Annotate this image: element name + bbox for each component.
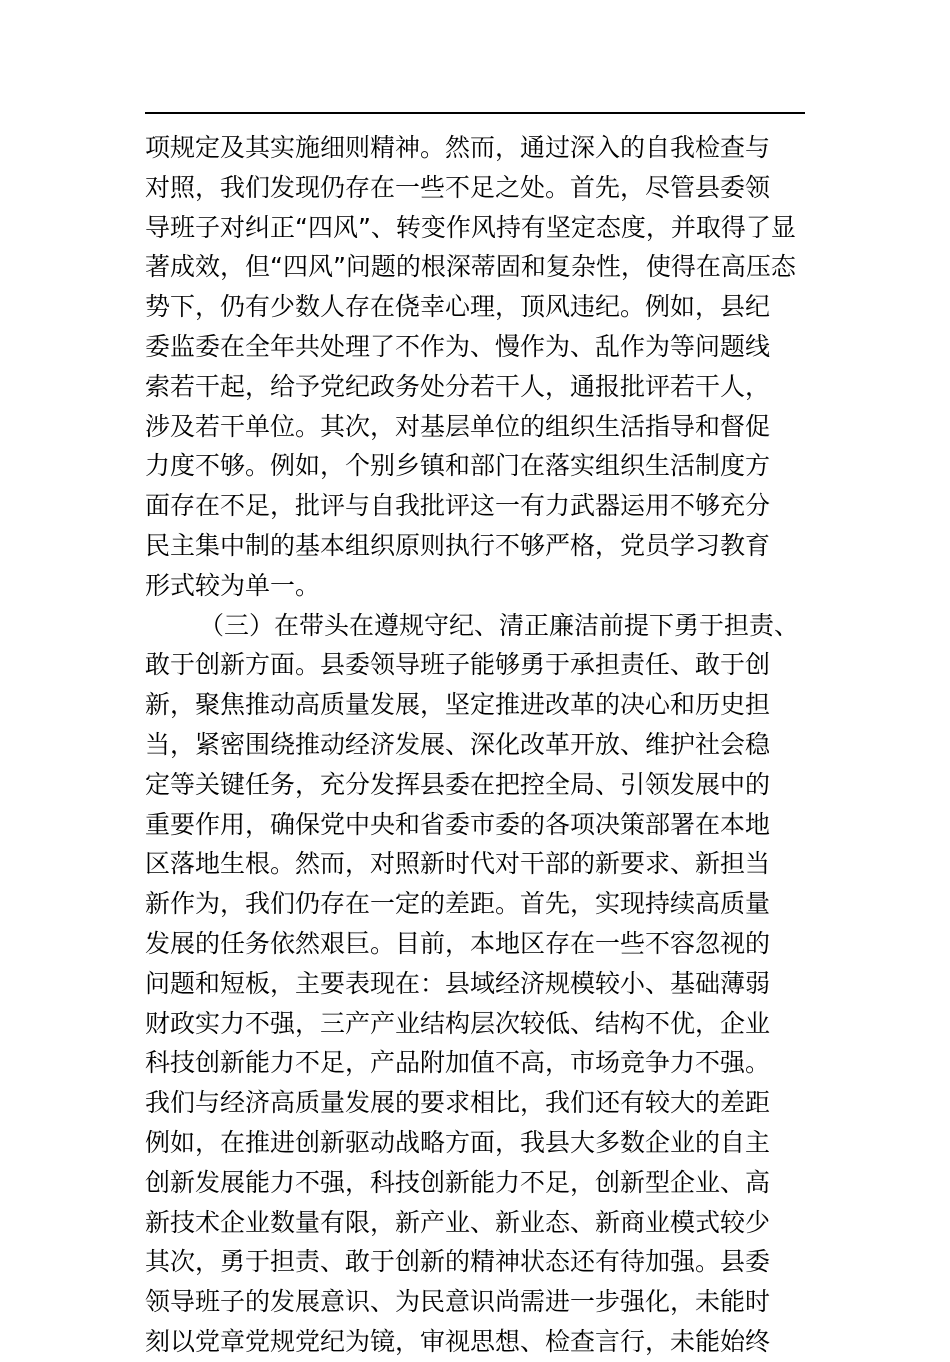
text-line: 力度不够。例如，个别乡镇和部门在落实组织生活制度方 <box>145 451 771 481</box>
text-line: 当，紧密围绕推动经济发展、深化改革开放、维护社会稳 <box>145 729 771 759</box>
section-heading-line: （三）在带头在遵规守纪、清正廉洁前提下勇于担责、 <box>199 610 800 640</box>
text-line: 导班子对纠正“四风”、转变作风持有坚定态度，并取得了显 <box>145 212 796 242</box>
text-line: 形式较为单一。 <box>145 570 321 600</box>
text-line: 财政实力不强，三产产业结构层次较低、结构不优，企业 <box>145 1008 771 1038</box>
text-line: 新，聚焦推动高质量发展，坚定推进改革的决心和历史担 <box>145 690 771 720</box>
text-line: 新作为，我们仍存在一定的差距。首先，实现持续高质量 <box>145 889 771 919</box>
text-line: 刻以党章党规党纪为镜，审视思想、检查言行，未能始终 <box>145 1326 771 1356</box>
text-line: 索若干起，给予党纪政务处分若干人，通报批评若干人， <box>145 371 771 401</box>
text-line: 面存在不足，批评与自我批评这一有力武器运用不够充分 <box>145 491 771 521</box>
text-line: 科技创新能力不足，产品附加值不高，市场竞争力不强。 <box>145 1048 771 1078</box>
text-line: 问题和短板，主要表现在：县域经济规模较小、基础薄弱 <box>145 968 771 998</box>
body-text <box>145 128 825 1362</box>
text-line: 对照，我们发现仍存在一些不足之处。首先，尽管县委领 <box>145 172 771 202</box>
text-line: 定等关键任务，充分发挥县委在把控全局、引领发展中的 <box>145 769 771 799</box>
text-line: 其次，勇于担责、敢于创新的精神状态还有待加强。县委 <box>145 1247 771 1277</box>
text-line: 我们与经济高质量发展的要求相比，我们还有较大的差距 <box>145 1088 771 1118</box>
text-line: 民主集中制的基本组织原则执行不够严格，党员学习教育 <box>145 530 771 560</box>
text-line: 涉及若干单位。其次，对基层单位的组织生活指导和督促 <box>145 411 771 441</box>
text-line: 著成效，但“四风”问题的根深蒂固和复杂性，使得在高压态 <box>145 252 796 282</box>
text-line: 新技术企业数量有限，新产业、新业态、新商业模式较少 <box>145 1207 771 1237</box>
text-line: 重要作用，确保党中央和省委市委的各项决策部署在本地 <box>145 809 771 839</box>
header-rule <box>145 112 805 114</box>
text-line: 领导班子的发展意识、为民意识尚需进一步强化，未能时 <box>145 1287 771 1317</box>
text-line: 委监委在全年共处理了不作为、慢作为、乱作为等问题线 <box>145 331 771 361</box>
text-line: 例如，在推进创新驱动战略方面，我县大多数企业的自主 <box>145 1127 771 1157</box>
text-line: 发展的任务依然艰巨。目前，本地区存在一些不容忽视的 <box>145 928 771 958</box>
text-line: 区落地生根。然而，对照新时代对干部的新要求、新担当 <box>145 849 771 879</box>
text-line: 项规定及其实施细则精神。然而，通过深入的自我检查与 <box>145 133 771 162</box>
text-line: 创新发展能力不强，科技创新能力不足，创新型企业、高 <box>145 1167 771 1197</box>
text-line: 敢于创新方面。县委领导班子能够勇于承担责任、敢于创 <box>145 650 771 680</box>
text-line: 势下，仍有少数人存在侥幸心理，顶风违纪。例如，县纪 <box>145 292 771 322</box>
